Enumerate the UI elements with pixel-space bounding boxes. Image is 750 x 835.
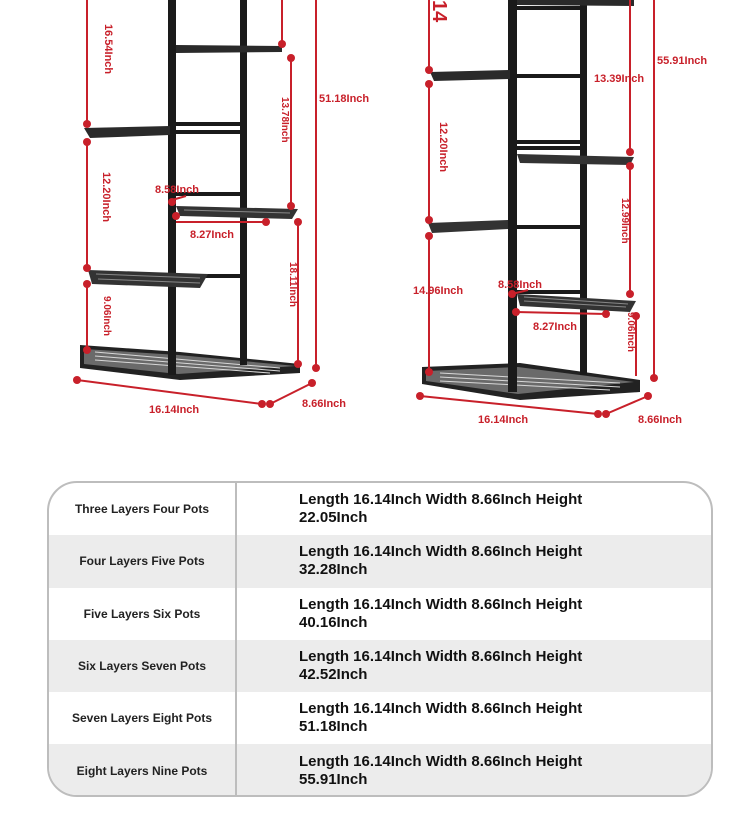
variant-size bbox=[237, 640, 711, 692]
variant-size-line2: 40.16Inch bbox=[299, 613, 368, 631]
right-mid-gap-label: 12.99Inch bbox=[619, 198, 630, 244]
variant-size-line2: 55.91Inch bbox=[299, 770, 368, 788]
variant-size bbox=[237, 692, 711, 744]
variant-name: Seven Layers Eight Pots bbox=[49, 692, 237, 744]
variant-size-line2: 51.18Inch bbox=[299, 718, 368, 736]
variant-size bbox=[237, 588, 711, 640]
variant-name: Three Layers Four Pots bbox=[49, 483, 237, 535]
left-mid-gap-label: 12.20Inch bbox=[100, 172, 112, 223]
right-partial-top-label: 14 bbox=[428, 0, 450, 23]
right-length-label: 16.14Inch bbox=[478, 414, 529, 426]
table-row bbox=[49, 535, 711, 587]
table-row bbox=[49, 588, 711, 640]
left-side-gap-label: 18.11Inch bbox=[287, 262, 298, 308]
variant-size-line1: Length 16.14Inch Width 8.66Inch Height bbox=[299, 491, 583, 509]
table-row bbox=[49, 692, 711, 744]
table-row bbox=[49, 744, 711, 796]
left-width-label: 8.66Inch bbox=[302, 398, 347, 410]
right-shelf-width-label: 8.27Inch bbox=[533, 321, 578, 333]
left-bottom-gap-label: 9.06Inch bbox=[101, 296, 112, 337]
variant-name: Six Layers Seven Pots bbox=[49, 640, 237, 692]
variant-size bbox=[237, 744, 711, 796]
right-dimension-labels bbox=[413, 0, 707, 426]
variant-name: Eight Layers Nine Pots bbox=[49, 744, 237, 796]
right-pot-diameter-label: 8.58Inch bbox=[498, 279, 543, 291]
variant-size-line2: 42.52Inch bbox=[299, 666, 368, 684]
right-pole-back bbox=[580, 0, 587, 375]
right-pole-front bbox=[508, 0, 517, 392]
left-top-gap-label: 16.54Inch bbox=[102, 24, 114, 75]
right-plant-stand bbox=[422, 0, 640, 400]
variant-size bbox=[237, 535, 711, 587]
variant-size-line1: Length 16.14Inch Width 8.66Inch Height bbox=[299, 700, 583, 718]
right-lower-left-gap-label: 14.96Inch bbox=[413, 285, 464, 297]
right-left-gap-label: 12.20Inch bbox=[437, 122, 449, 173]
variant-size-line1: Length 16.14Inch Width 8.66Inch Height bbox=[299, 543, 583, 561]
right-shelf bbox=[428, 0, 636, 312]
right-bottom-gap-label: 9.06Inch bbox=[625, 312, 636, 353]
right-width-label: 8.66Inch bbox=[638, 414, 683, 426]
right-top-gap-label: 13.39Inch bbox=[594, 73, 645, 85]
size-spec-table bbox=[47, 481, 713, 797]
right-dimension-lines bbox=[420, 0, 654, 414]
variant-size bbox=[237, 483, 711, 535]
variant-size-line2: 22.05Inch bbox=[299, 509, 368, 527]
left-shelf bbox=[84, 45, 298, 288]
left-shelf-width-label: 8.27Inch bbox=[190, 229, 235, 241]
right-base-tray bbox=[422, 363, 640, 400]
variant-size-line1: Length 16.14Inch Width 8.66Inch Height bbox=[299, 595, 583, 613]
variant-name: Five Layers Six Pots bbox=[49, 588, 237, 640]
right-total-height-label: 55.91Inch bbox=[657, 55, 708, 67]
variant-size-line1: Length 16.14Inch Width 8.66Inch Height bbox=[299, 752, 583, 770]
variant-name: Four Layers Five Pots bbox=[49, 535, 237, 587]
variant-size-line1: Length 16.14Inch Width 8.66Inch Height bbox=[299, 648, 583, 666]
table-row bbox=[49, 483, 711, 535]
left-total-height-label: 51.18Inch bbox=[319, 93, 370, 105]
variant-size-line2: 32.28Inch bbox=[299, 561, 368, 579]
left-pole-back bbox=[240, 0, 247, 365]
table-row bbox=[49, 640, 711, 692]
left-pot-diameter-label: 8.58Inch bbox=[155, 184, 200, 196]
left-length-label: 16.14Inch bbox=[149, 404, 200, 416]
left-right-gap-label: 13.78Inch bbox=[279, 97, 290, 143]
left-base-tray bbox=[80, 345, 300, 380]
